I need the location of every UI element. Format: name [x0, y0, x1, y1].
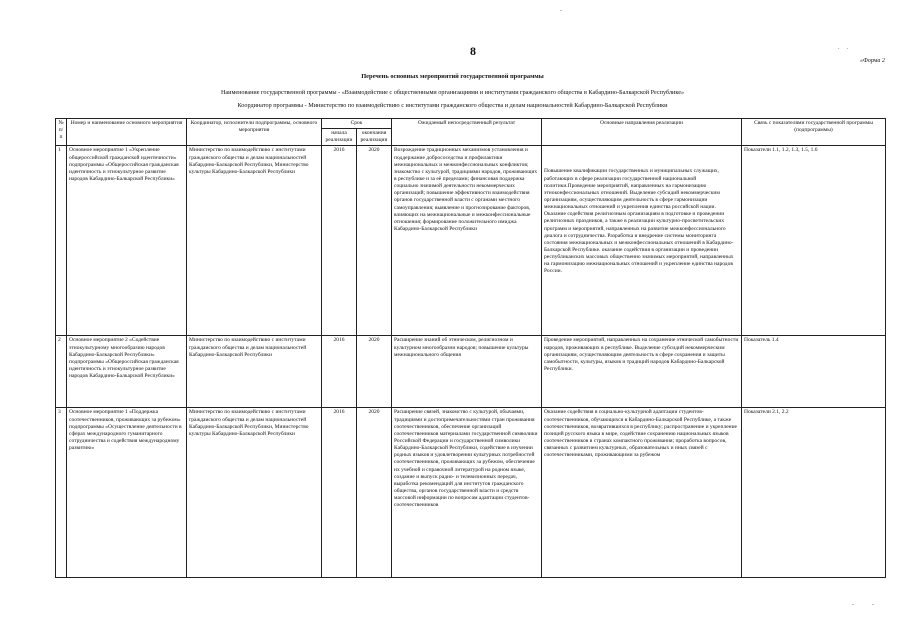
row-result: Расширение связей, знакомство с культурой, обычаями, традициями и достопримечательностями стран проживания соотечественников, обеспечение организаций соотечественников материалами государственной символики Российской Федерации и государственной символики Кабардино-Балкарской Республики, содействие в изучении родных языков и удовлетворении культурных потребностей соотечественников, проживающих за рубежом, обеспечение их учебной и справочной литературой на родном языке, создание и выпуск радио- и телевизионных передач, выработка рекомендаций для институтов гражданского общества, органов государственной власти и средств массовой информации по вопросам адаптации студентов-соотечественников: [392, 408, 542, 578]
activities-table: [55, 118, 886, 578]
col-header-coordinator: Координатор, исполнители подпрограммы, основного мероприятия: [187, 119, 322, 146]
row-indicators: Показатели 2.1, 2.2: [742, 408, 886, 578]
row-directions: Проведение мероприятий, направленных на сохранение этнической самобытности народов, проживающих в республике. Выделение субсидий некоммерческим организациям, осуществляющим деятельность в сфере сохранения и защиты самобытности, культуры, языков и традиций народов Кабардино-Балкарской Республики.: [542, 336, 742, 408]
corner-marks: . .: [838, 45, 852, 51]
row-coordinator: Министерство по взаимодействию с институтами гражданского общества и делам национальностей Кабардино-Балкарской Республики, Министерство культуры Кабардино-Балкарской Республики: [187, 408, 322, 578]
coordinator-line: Координатор программы - Министерство по взаимодействию с институтами гражданского общества и делам национальностей Кабардино-Балкарской Республики: [237, 102, 668, 109]
row-indicators: Показатель 1.4: [742, 336, 886, 408]
col-header-end: окончания реализации: [357, 129, 392, 146]
document-title: Перечень основных мероприятий государственной программы: [361, 73, 544, 80]
row-start: 2016: [322, 408, 357, 578]
row-name: Основное мероприятие 2 «Содействие этнокультурному многообразию народов Кабардино-Балкарской Республики» подпрограммы «Общероссийская гражданская идентичность и этнокультурное развитие народов Кабардино-Балкарской Республики»: [67, 336, 187, 408]
col-header-name: Номер и наименование основного мероприятия: [67, 119, 187, 146]
row-num: 1: [56, 146, 67, 336]
row-name: Основное мероприятие 1 «Поддержка соотечественников, проживающих за рубежом» подпрограммы «Осуществление деятельности в сферах международного гуманитарного сотрудничества и содействия международному развитию»: [67, 408, 187, 578]
form-label: «Форма 2: [860, 58, 885, 64]
row-end: 2020: [357, 408, 392, 578]
row-result: Возрождение традиционных механизмов установления и поддержание добрососедства и профилактики межнациональных и межконфессиональных конфликтов; знакомство с культурой, традициями народов, проживающих в республике и за её пределами; финансовая поддержка социально значимой деятельности некоммерческих организаций; повышение эффективности взаимодействия органов государственной власти с органами местного самоуправления; выявление и прогнозирование факторов, влияющих на межнациональные и межконфессиональные отношения; формирование положительного имиджа Кабардино-Балкарской Республики: [392, 146, 542, 336]
row-coordinator: Министерство по взаимодействию с институтами гражданского общества и делам национальностей Кабардино-Балкарской Республики, Министерство культуры Кабардино-Балкарской Республики: [187, 146, 322, 336]
col-header-num: № п/п: [56, 119, 67, 146]
col-header-term: Срок: [322, 119, 392, 129]
scan-speck: -: [852, 602, 854, 608]
row-start: 2016: [322, 146, 357, 336]
row-name: Основное мероприятие 1 «Укрепление общероссийской гражданской идентичности» подпрограммы «Общероссийская гражданская идентичность и этнокультурное развитие народов Кабардино-Балкарской Республики»: [67, 146, 187, 336]
row-indicators: Показатели 1.1, 1.2, 1.3, 1.5, 1.6: [742, 146, 886, 336]
row-directions: [542, 146, 742, 336]
table-row: [56, 336, 886, 408]
scan-speck: -: [872, 602, 874, 608]
row-directions: Оказание содействия в социально-культурной адаптации студентов-соотечественников, обучающихся в Кабардино-Балкарской Республике, а также соотечественников, возвратившихся в республику; распространение и укрепление позиций русского языка в мире, содействие сохранению национальных языков соотечественников в странах компактного проживания; проработка вопросов, связанных с развитием культурных, образовательных и иных связей с соотечественниками, проживающими за рубежом: [542, 408, 742, 578]
scan-speck: -: [560, 8, 562, 14]
row-directions-text: Повышение квалификации государственных и муниципальных служащих, работающих в сфере реализации государственной национальной политики.Проведение мероприятий, направленных на гармонизацию этноконфессиональных отношений. Выделение субсидий некоммерческим организациям, осуществляющим деятельность в сфере гармонизации межнациональных отношений и укрепления единства российской нации. Оказание содействия религиозным организациям в подготовке и проведении религиозных праздников, а также в реализации культурно-просветительских программ и мероприятий, направленных на развитие межконфессионального диалога и сотрудничества. Разработка и внедрение системы мониторинга состояния межнациональных и межконфессиональных отношений в Кабардино-Балкарской Республике. оказание содействия в организации и проведении республиканских массовых общественно значимых мероприятий, направленных на гармонизацию межнациональных отношений и укрепление единства народов России.: [544, 168, 734, 275]
table-header-row: [56, 119, 886, 129]
row-coordinator: Министерство по взаимодействию с институтами гражданского общества и делам национальностей Кабардино-Балкарской Республики: [187, 336, 322, 408]
row-end: 2020: [357, 336, 392, 408]
table-row: [56, 146, 886, 336]
col-header-start: начала реализации: [322, 129, 357, 146]
row-result: Расширение знаний об этническом, религиозном и культурном многообразии народов; повышение культуры межнационального общения: [392, 336, 542, 408]
col-header-indicators: Связь с показателями государственной программы (подпрограммы): [742, 119, 886, 146]
program-name-line: Наименование государственной программы - «Взаимодействие с общественными организациями и институтами гражданского общества в Кабардино-Балкарской Республике»: [220, 89, 685, 96]
table-row: [56, 408, 886, 578]
row-start: 2016: [322, 336, 357, 408]
col-header-result: Ожидаемый непосредственный результат: [392, 119, 542, 146]
row-end: 2020: [357, 146, 392, 336]
col-header-directions: Основные направления реализации: [542, 119, 742, 146]
page-number: 8: [470, 44, 476, 58]
row-num: 2: [56, 336, 67, 408]
row-num: 3: [56, 408, 67, 578]
